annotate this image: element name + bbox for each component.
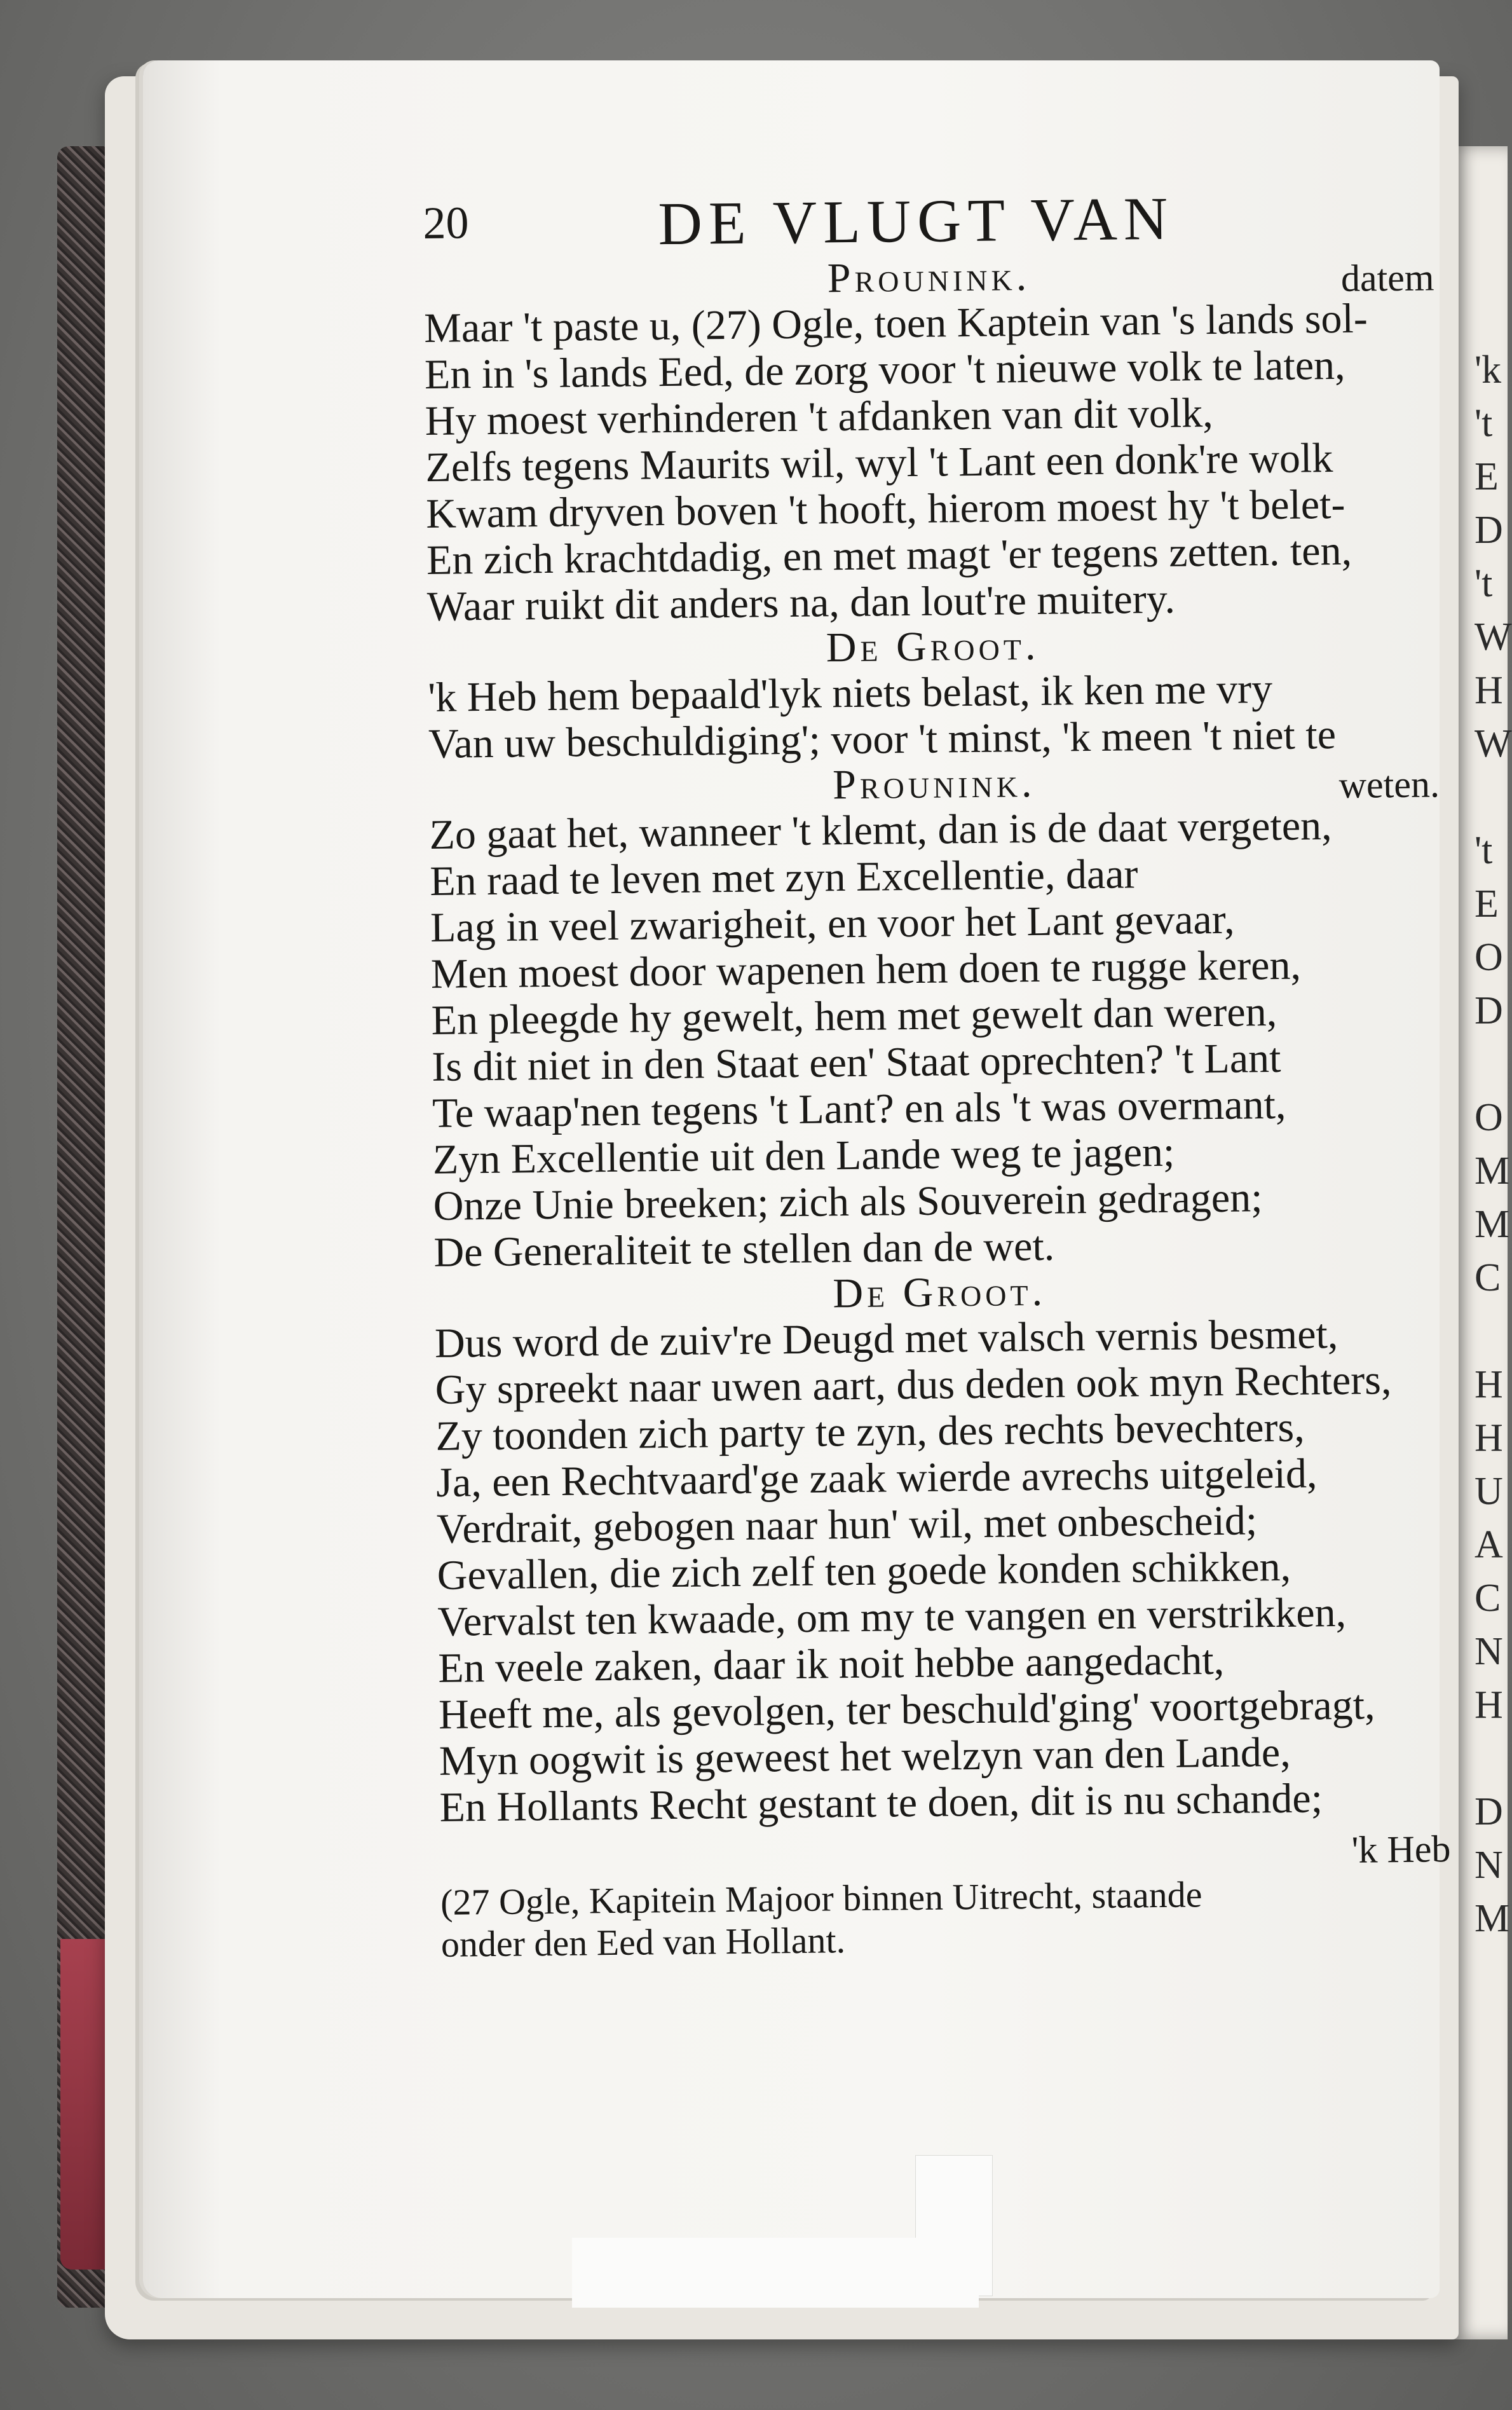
facing-page-letter: H — [1475, 1683, 1503, 1727]
speech-block — [424, 294, 1438, 630]
facing-page-letter: M — [1475, 1897, 1510, 1940]
facing-page-letter — [1475, 1732, 1508, 1785]
line-overflow: datem — [1340, 256, 1434, 299]
speaker-name: De Groot. — [826, 622, 1040, 671]
running-title: DE VLUGT VAN — [658, 184, 1175, 258]
verse-line: Gy spreekt naar uwen aart, dus deden ook myn Rechters, — [435, 1357, 1392, 1413]
verse-line: Kwam dryven boven 't hooft, hierom moest hy 't belet- — [425, 481, 1345, 537]
verse-line: Zy toonden zich party te zyn, des rechts bevechters, — [435, 1404, 1305, 1460]
facing-page-letter: D — [1475, 1790, 1503, 1833]
verse-line: Lag in veel zwarigheit, en voor het Lant gevaar, — [430, 896, 1235, 951]
facing-page-letter: M — [1475, 1149, 1510, 1193]
verse-line: En Hollants Recht gestant te doen, dit is nu schande; — [439, 1775, 1323, 1831]
facing-page-letter: 't — [1475, 562, 1493, 605]
footnote-line: (27 Ogle, Kapitein Majoor binnen Uitrecht, staande — [440, 1873, 1202, 1923]
paper-slip-bottom — [572, 2238, 979, 2308]
facing-page-letter: H — [1475, 1363, 1503, 1406]
verse-line: De Generaliteit te stellen dan de wet. — [433, 1222, 1055, 1276]
catchword: 'k Heb — [1351, 1828, 1451, 1871]
facing-page-letter: E — [1475, 882, 1499, 926]
facing-page-letter: W — [1475, 615, 1512, 659]
verse-line: Zelfs tegens Maurits wil, wyl 't Lant een donk're wolk — [425, 435, 1333, 491]
line-overflow: weten. — [1338, 763, 1440, 806]
facing-page-letter: C — [1475, 1256, 1501, 1299]
facing-page-letter: H — [1475, 1416, 1503, 1460]
verse-line: En in 's lands Eed, de zorg voor 't nieuwe volk te laten, — [424, 341, 1345, 398]
facing-page-letter — [1475, 1037, 1508, 1091]
verse-line: Waar ruikt dit anders na, dan lout're muitery. — [426, 575, 1176, 630]
page-number: 20 — [423, 197, 469, 249]
facing-page-letter: D — [1475, 509, 1503, 552]
verse-line: Myn oogwit is geweest het welzyn van den Lande, — [439, 1729, 1291, 1784]
facing-page-letter: D — [1475, 989, 1503, 1032]
page-header — [423, 180, 1434, 261]
verse-line: Zyn Excellentie uit den Lande weg te jagen; — [432, 1128, 1175, 1183]
verse-line: Onze Unie breeken; zich als Souverein gedragen; — [433, 1174, 1263, 1229]
verse-line: En pleegde hy gewelt, hem met gewelt dan weren, — [431, 988, 1277, 1044]
speech-block — [429, 801, 1445, 1276]
verse-line: Van uw beschuldiging'; voor 't minst, 'k meen 't niet te — [428, 711, 1337, 767]
facing-page-letter: O — [1475, 1096, 1503, 1139]
verse-line: En veele zaken, daar ik noit hebbe aangedacht, — [437, 1636, 1225, 1692]
facing-page-letter: H — [1475, 669, 1503, 712]
footnote — [440, 1871, 1452, 1966]
verse-line: Maar 't paste u, (27) Ogle, toen Kaptein van 's lands sol- — [423, 295, 1368, 352]
facing-page-letter — [1475, 1304, 1508, 1358]
verse-line: Heeft me, als gevolgen, ter beschuld'ging' voortgebragt, — [438, 1681, 1375, 1738]
speaker-name: Prounink. — [827, 252, 1031, 302]
facing-page-text — [1475, 343, 1512, 1945]
facing-page-letter: A — [1475, 1523, 1503, 1566]
facing-page-letter: N — [1475, 1630, 1503, 1673]
verse-line: Te waap'nen tegens 't Lant? en als 't was overmant, — [432, 1081, 1286, 1137]
facing-page-letter: O — [1475, 936, 1503, 979]
verse-line: En zich krachtdadig, en met magt 'er tegens zetten. ten, — [426, 527, 1352, 584]
verse-line: Men moest door wapenen hem doen te rugge keren, — [430, 941, 1302, 997]
facing-page-letter: E — [1475, 455, 1499, 498]
facing-page-letter: 't — [1475, 829, 1493, 872]
verse-line: Hy moest verhinderen 't afdanken van dit volk, — [425, 389, 1214, 444]
verse-line: Ja, een Rechtvaard'ge zaak wierde avrechs uitgeleid, — [435, 1450, 1318, 1506]
verse-line: 'k Heb hem bepaald'lyk niets belast, ik ken me vry — [427, 666, 1273, 721]
verse-line: Vervalst ten kwaade, om my te vangen en verstrikken, — [437, 1589, 1347, 1645]
facing-page-letter: N — [1475, 1844, 1503, 1887]
verse-line: Is dit niet in den Staat een' Staat oprechten? 't Lant — [432, 1034, 1281, 1090]
verse-line: Verdrait, gebogen naar hun' wil, met onbescheid; — [436, 1497, 1258, 1552]
facing-page-letter: C — [1475, 1577, 1501, 1620]
page-content — [423, 180, 1452, 1965]
verse-line: En raad te leven met zyn Excellentie, daar — [429, 851, 1138, 905]
footnote-line: onder den Eed van Hollant. — [440, 1919, 846, 1965]
facing-page-letter: W — [1475, 722, 1512, 765]
facing-page-letter: 't — [1475, 402, 1493, 445]
verse-line: Dus word de zuiv're Deugd met valsch vernis besmet, — [434, 1311, 1338, 1367]
verse-line: Zo gaat het, wanneer 't klemt, dan is de daat vergeten, — [429, 802, 1332, 858]
facing-page-letter: 'k — [1475, 348, 1502, 392]
speaker-name: Prounink. — [832, 759, 1036, 809]
verse-line: Gevallen, die zich zelf ten goede konden schikken, — [437, 1543, 1291, 1599]
speech-block — [435, 1310, 1450, 1831]
facing-page-letter: M — [1475, 1203, 1510, 1246]
speech-block — [428, 664, 1439, 767]
speaker-name: De Groot. — [832, 1268, 1047, 1317]
facing-page-letter — [1475, 770, 1508, 824]
facing-page-letter: U — [1475, 1470, 1503, 1513]
